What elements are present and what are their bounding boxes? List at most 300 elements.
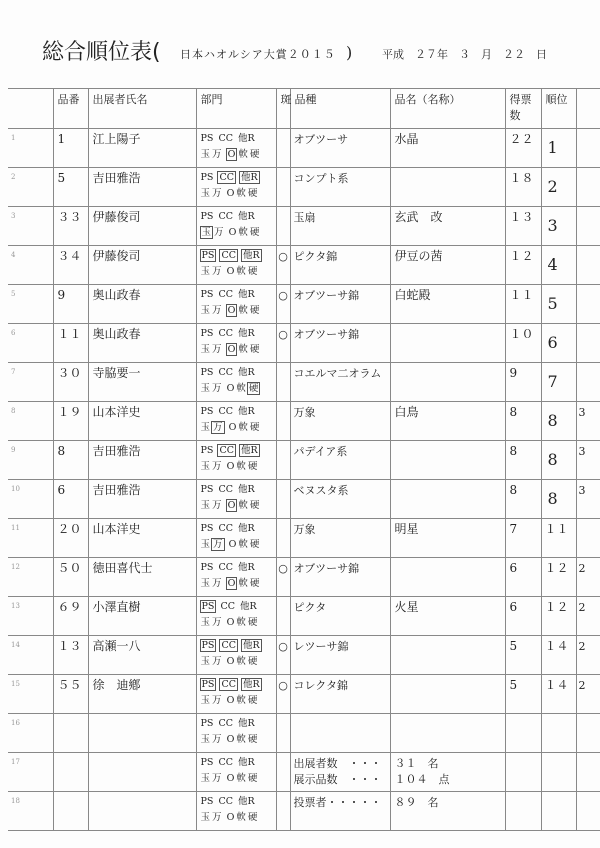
department-option: 万 [212, 188, 222, 199]
row-index: 8 [8, 402, 53, 441]
product-name: 火星 [390, 597, 505, 636]
extra-value [576, 168, 600, 207]
close-paren: ) [346, 43, 353, 62]
department-options [196, 558, 276, 597]
event-name: 日本ハオルシア大賞２０１５ [180, 48, 336, 61]
column-header [8, 89, 53, 129]
department-option: 他R [238, 211, 255, 222]
department-option: O [226, 461, 235, 472]
department-option: 玉 [200, 266, 211, 277]
department-option: 万 [212, 149, 222, 160]
table-row [8, 792, 600, 831]
department-option: CC [218, 718, 233, 729]
department-option: 他R [238, 289, 255, 300]
department-option: 硬 [249, 578, 260, 589]
variety: レツーサ錦 [290, 636, 390, 675]
department-option: PS [200, 328, 214, 339]
table-row [8, 207, 600, 246]
column-header: 順位 [541, 89, 576, 129]
variety: コエルマ二オラム [290, 363, 390, 402]
table-row [8, 675, 600, 714]
item-number: ２０ [53, 519, 88, 558]
department-option: CC [221, 679, 236, 690]
rank: 8 [541, 441, 576, 480]
department-options [196, 207, 276, 246]
item-number: ３０ [53, 363, 88, 402]
department-option: O [228, 539, 237, 550]
department-option: 硬 [247, 266, 258, 277]
department-line [200, 381, 273, 397]
department-options [196, 675, 276, 714]
exhibitor-name: 寺脇要一 [88, 363, 196, 402]
department-option: 軟 [236, 617, 246, 628]
extra-value: 2 [576, 558, 600, 597]
variegation-mark [276, 168, 290, 207]
department-option: 玉 [200, 188, 211, 199]
department-line [200, 677, 273, 693]
column-header: 品種 [290, 89, 390, 129]
department-option: 軟 [238, 344, 248, 355]
exhibitor-name: 吉田雅浩 [88, 168, 196, 207]
row-index: 4 [8, 246, 53, 285]
department-option: 玉 [200, 383, 211, 394]
table-row [8, 363, 600, 402]
department-line [200, 264, 273, 280]
department-options [196, 753, 276, 792]
variety: ピクタ錦 [290, 246, 390, 285]
department-option: 軟 [238, 305, 248, 316]
variegation-mark: ○ [276, 324, 290, 363]
department-option: PS [200, 718, 214, 729]
vote-count [505, 792, 541, 831]
table-row [8, 714, 600, 753]
product-name [390, 168, 505, 207]
department-option: 軟 [238, 539, 248, 550]
vote-count: 7 [505, 519, 541, 558]
department-option: 万 [212, 305, 222, 316]
department-option: 玉 [200, 656, 211, 667]
voters-label: 投票者・・・・・ [293, 796, 382, 809]
department-option: 他R [238, 406, 255, 417]
exhibitor-name: 江上陽子 [88, 129, 196, 168]
department-options [196, 441, 276, 480]
department-option: 万 [212, 266, 222, 277]
department-option: 硬 [247, 812, 258, 823]
department-option: 万 [212, 344, 222, 355]
department-option: CC [221, 250, 236, 261]
department-line [200, 186, 273, 202]
product-name [390, 675, 505, 714]
variegation-mark: ○ [276, 636, 290, 675]
department-options [196, 168, 276, 207]
item-number [53, 792, 88, 831]
department-option: PS [200, 484, 214, 495]
extra-value [576, 129, 600, 168]
department-option: 軟 [238, 149, 248, 160]
department-line [200, 638, 273, 654]
variety: 万象 [290, 519, 390, 558]
department-option: O [226, 773, 235, 784]
exhibitor-name: 小澤直樹 [88, 597, 196, 636]
rank: 4 [541, 246, 576, 285]
department-option: 他R [241, 445, 258, 456]
department-option: 他R [238, 484, 255, 495]
department-option: 玉 [200, 734, 211, 745]
column-header: 出展者氏名 [88, 89, 196, 129]
department-option: 硬 [247, 461, 258, 472]
variegation-mark [276, 714, 290, 753]
department-option: 他R [238, 757, 255, 768]
vote-count: 6 [505, 597, 541, 636]
variegation-mark [276, 129, 290, 168]
department-option: O [226, 695, 235, 706]
department-options [196, 363, 276, 402]
department-option: CC [218, 562, 233, 573]
department-option: 玉 [200, 617, 211, 628]
department-option: O [227, 344, 236, 355]
department-option: PS [200, 289, 214, 300]
item-number: ５５ [53, 675, 88, 714]
variety: ピクタ [290, 597, 390, 636]
department-option: 玉 [200, 461, 211, 472]
department-line [200, 560, 273, 576]
department-option: 軟 [238, 422, 248, 433]
product-name: 伊豆の茜 [390, 246, 505, 285]
department-option: CC [218, 757, 233, 768]
department-line [200, 303, 273, 319]
department-option: O [226, 617, 235, 628]
item-number: ３４ [53, 246, 88, 285]
item-number [53, 714, 88, 753]
table-row [8, 441, 600, 480]
variegation-mark: ○ [276, 558, 290, 597]
item-number: １３ [53, 636, 88, 675]
department-option: PS [200, 445, 214, 456]
department-option: 玉 [200, 305, 211, 316]
vote-count: ２２ [505, 129, 541, 168]
department-option: 他R [238, 562, 255, 573]
department-option: O [227, 305, 236, 316]
department-option: PS [200, 172, 214, 183]
department-option: PS [200, 406, 214, 417]
department-option: 軟 [236, 773, 246, 784]
row-index: 9 [8, 441, 53, 480]
department-option: O [227, 578, 236, 589]
rank: 8 [541, 402, 576, 441]
item-number: １１ [53, 324, 88, 363]
variegation-mark [276, 480, 290, 519]
department-option: 硬 [247, 734, 258, 745]
department-option: 他R [243, 640, 260, 651]
department-option: 軟 [238, 500, 248, 511]
department-option: 硬 [247, 656, 258, 667]
department-line [200, 716, 273, 732]
department-line [200, 248, 273, 264]
product-name [390, 636, 505, 675]
department-option: 他R [238, 523, 255, 534]
department-option: 硬 [247, 188, 258, 199]
rank [541, 792, 576, 831]
vote-count: 8 [505, 402, 541, 441]
vote-count: 9 [505, 363, 541, 402]
department-option: O [227, 500, 236, 511]
vote-count: １１ [505, 285, 541, 324]
extra-value: 3 [576, 402, 600, 441]
rank: 3 [541, 207, 576, 246]
department-line [200, 755, 273, 771]
department-options [196, 714, 276, 753]
row-index: 11 [8, 519, 53, 558]
department-line [200, 615, 273, 631]
variety: オブツーサ錦 [290, 558, 390, 597]
department-option: 玉 [200, 149, 211, 160]
department-option: PS [200, 562, 214, 573]
variegation-mark [276, 402, 290, 441]
department-option: 万 [212, 695, 222, 706]
exhibitor-name: 奥山政春 [88, 285, 196, 324]
variegation-mark [276, 792, 290, 831]
row-index: 10 [8, 480, 53, 519]
exhibitors-label: 出展者数 ・・・ [293, 757, 382, 770]
vote-count: １８ [505, 168, 541, 207]
department-option: O [226, 266, 235, 277]
row-index: 14 [8, 636, 53, 675]
department-options [196, 285, 276, 324]
extra-value: 3 [576, 441, 600, 480]
item-number: 1 [53, 129, 88, 168]
column-header: 得票数 [505, 89, 541, 129]
row-index: 5 [8, 285, 53, 324]
variety: 万象 [290, 402, 390, 441]
department-option: 玉 [200, 578, 211, 589]
variegation-mark [276, 441, 290, 480]
product-name: 玄武 改 [390, 207, 505, 246]
row-index: 6 [8, 324, 53, 363]
rank: 5 [541, 285, 576, 324]
department-option: O [226, 656, 235, 667]
items-value: １０４ 点 [394, 773, 450, 786]
department-option: 軟 [236, 695, 246, 706]
table-row [8, 480, 600, 519]
extra-value [576, 363, 600, 402]
department-option: CC [218, 523, 233, 534]
item-number: １９ [53, 402, 88, 441]
product-name [390, 363, 505, 402]
row-index: 3 [8, 207, 53, 246]
item-number: 6 [53, 480, 88, 519]
rank: １４ [541, 636, 576, 675]
extra-value [576, 714, 600, 753]
department-option: 玉 [200, 344, 211, 355]
department-line [200, 482, 273, 498]
department-line [200, 771, 273, 787]
department-option: CC [218, 484, 233, 495]
row-index: 12 [8, 558, 53, 597]
department-option: PS [200, 211, 214, 222]
row-index: 13 [8, 597, 53, 636]
table-row [8, 129, 600, 168]
department-option: 軟 [236, 188, 246, 199]
department-option: 万 [213, 422, 223, 433]
department-option: 硬 [249, 344, 260, 355]
department-options [196, 246, 276, 285]
department-options [196, 792, 276, 831]
table-row [8, 558, 600, 597]
product-name [390, 324, 505, 363]
department-option: 他R [240, 601, 257, 612]
department-options [196, 129, 276, 168]
department-option: 玉 [200, 500, 211, 511]
rank: 6 [541, 324, 576, 363]
department-option: CC [221, 640, 236, 651]
variety: ベヌスタ系 [290, 480, 390, 519]
variegation-mark [276, 519, 290, 558]
department-option: CC [218, 133, 233, 144]
department-option: 万 [212, 773, 222, 784]
column-header: 斑 [276, 89, 290, 129]
department-line [200, 147, 273, 163]
department-line [200, 443, 273, 459]
vote-count [505, 714, 541, 753]
vote-count: １０ [505, 324, 541, 363]
product-name [390, 792, 505, 831]
column-header: 部門 [196, 89, 276, 129]
item-number: 5 [53, 168, 88, 207]
variety: パデイア系 [290, 441, 390, 480]
item-number: ３３ [53, 207, 88, 246]
department-option: PS [200, 133, 214, 144]
rank: 8 [541, 480, 576, 519]
vote-count: １３ [505, 207, 541, 246]
department-option: 硬 [249, 227, 260, 238]
variegation-mark [276, 207, 290, 246]
extra-value [576, 207, 600, 246]
department-line [200, 654, 273, 670]
department-options [196, 597, 276, 636]
department-line [200, 342, 273, 358]
department-line [200, 131, 273, 147]
department-option: 軟 [236, 734, 246, 745]
variety: 玉扇 [290, 207, 390, 246]
department-line [200, 521, 273, 537]
extra-value [576, 246, 600, 285]
department-option: 他R [238, 328, 255, 339]
department-option: O [227, 149, 236, 160]
exhibitor-name [88, 753, 196, 792]
date: 平成 ２７年 ３ 月 ２２ 日 [382, 48, 547, 61]
department-line [200, 794, 273, 810]
product-name: 水晶 [390, 129, 505, 168]
department-option: 硬 [247, 617, 258, 628]
department-option: 万 [212, 500, 222, 511]
department-option: 硬 [249, 305, 260, 316]
extra-value: 2 [576, 675, 600, 714]
table-row [8, 402, 600, 441]
department-line [200, 209, 273, 225]
department-option: 軟 [236, 383, 246, 394]
column-header: 品名（名称） [390, 89, 505, 129]
table-header [8, 89, 600, 129]
exhibitor-name: 伊藤俊司 [88, 207, 196, 246]
rank: １２ [541, 597, 576, 636]
department-option: 玉 [200, 539, 211, 550]
department-option: PS [200, 796, 214, 807]
department-option: PS [200, 523, 214, 534]
variegation-mark: ○ [276, 285, 290, 324]
table-row [8, 285, 600, 324]
department-option: 万 [212, 578, 222, 589]
department-option: 玉 [200, 773, 211, 784]
department-option: PS [200, 367, 214, 378]
extra-value [576, 285, 600, 324]
department-option: 万 [212, 383, 222, 394]
table-row [8, 168, 600, 207]
department-option: 万 [212, 734, 222, 745]
exhibitor-name: 奥山政春 [88, 324, 196, 363]
rank: 1 [541, 129, 576, 168]
exhibitor-name: 徳田喜代士 [88, 558, 196, 597]
exhibitor-name: 高瀬一八 [88, 636, 196, 675]
department-option: 硬 [249, 500, 260, 511]
variety: オブツーサ錦 [290, 324, 390, 363]
department-option: PS [201, 250, 215, 261]
variegation-mark [276, 363, 290, 402]
department-option: PS [201, 640, 215, 651]
department-option: CC [218, 211, 233, 222]
department-option: O [228, 227, 237, 238]
department-line [200, 365, 273, 381]
extra-value [576, 324, 600, 363]
product-name [390, 714, 505, 753]
department-options [196, 636, 276, 675]
product-name [390, 753, 505, 792]
exhibitor-name: 伊藤俊司 [88, 246, 196, 285]
column-header [576, 89, 600, 129]
extra-value [576, 792, 600, 831]
department-option: O [226, 383, 235, 394]
department-line [200, 326, 273, 342]
department-option: 万 [213, 539, 223, 550]
department-options [196, 402, 276, 441]
department-option: 他R [243, 250, 260, 261]
ranking-table [8, 88, 600, 831]
variety: オブツーサ錦 [290, 285, 390, 324]
vote-count: 8 [505, 480, 541, 519]
item-number: ５０ [53, 558, 88, 597]
page-title: 総合順位表( [42, 40, 161, 65]
variety: オブツーサ [290, 129, 390, 168]
department-option: 硬 [247, 773, 258, 784]
row-index: 2 [8, 168, 53, 207]
department-line [200, 404, 273, 420]
table-row [8, 753, 600, 792]
product-name [390, 480, 505, 519]
department-option: 他R [238, 133, 255, 144]
department-option: PS [200, 757, 214, 768]
item-number: 9 [53, 285, 88, 324]
department-option: CC [218, 328, 233, 339]
variety: コレクタ錦 [290, 675, 390, 714]
table-row [8, 324, 600, 363]
department-line [200, 287, 273, 303]
table-row [8, 597, 600, 636]
department-line [200, 599, 273, 615]
department-option: 他R [238, 796, 255, 807]
department-option: CC [218, 796, 233, 807]
vote-count: 6 [505, 558, 541, 597]
department-option: CC [218, 289, 233, 300]
department-line [200, 537, 273, 553]
